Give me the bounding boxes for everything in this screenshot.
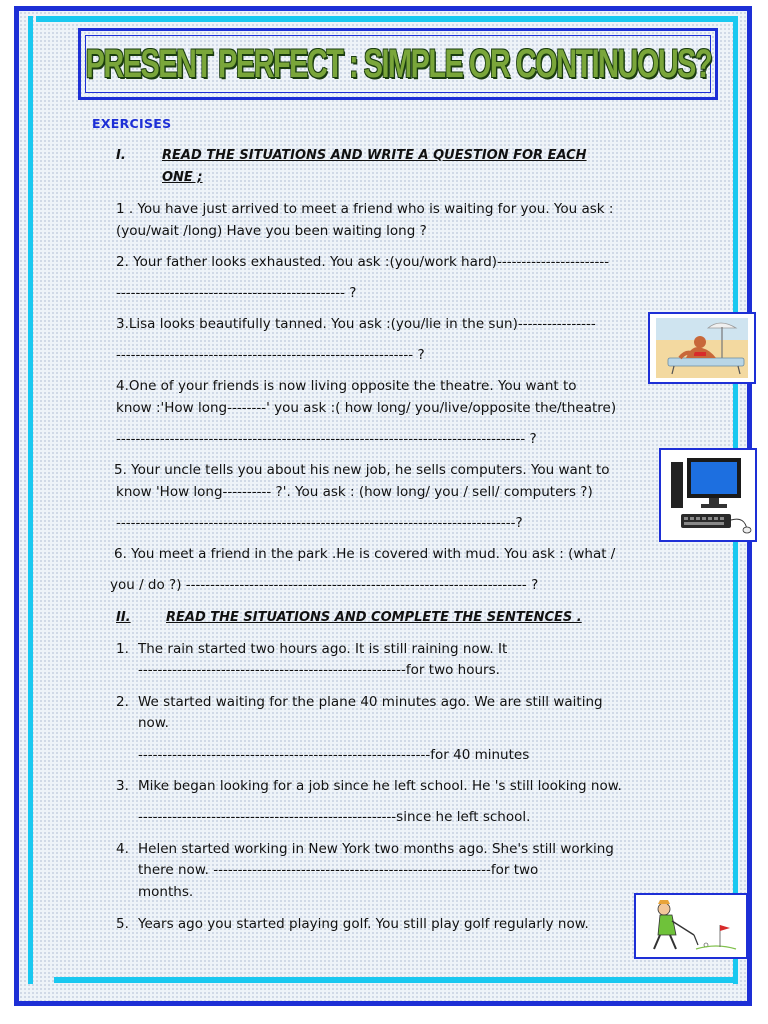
s1-item6-line2: you / do ?) ---------------------------------------------------------------------- ? bbox=[110, 577, 539, 593]
computer-picture bbox=[659, 448, 757, 542]
computer-illustration bbox=[661, 450, 755, 540]
s2-item3-num: 3. bbox=[116, 778, 129, 794]
section1-heading-line1: READ THE SITUATIONS AND WRITE A QUESTION FOR EACH bbox=[162, 148, 587, 163]
s1-item5-line1: 5. Your uncle tells you about his new job, he sells computers. You want to bbox=[114, 462, 610, 478]
golfer-illustration bbox=[636, 895, 746, 957]
title-banner bbox=[78, 28, 718, 100]
section2-heading: READ THE SITUATIONS AND COMPLETE THE SENTENCES . bbox=[166, 610, 582, 625]
s1-item4-line1: 4.One of your friends is now living opposite the theatre. You want to bbox=[116, 378, 577, 394]
page-title: PRESENT PERFECT : SIMPLE OR CONTINUOUS? bbox=[85, 41, 711, 86]
s2-item5-line1: Years ago you started playing golf. You still play golf regularly now. bbox=[138, 916, 589, 932]
s1-item5-line3: ----------------------------------------------------------------------------------? bbox=[116, 515, 523, 531]
s2-item4-num: 4. bbox=[116, 841, 129, 857]
s1-item4-line3: ------------------------------------------------------------------------------------ ? bbox=[116, 431, 537, 447]
s1-item1-line1: 1 . You have just arrived to meet a friend who is waiting for you. You ask : bbox=[116, 201, 614, 217]
s2-item3-line2: -----------------------------------------------------since he left school. bbox=[138, 809, 531, 825]
sunbather-picture bbox=[648, 312, 756, 384]
decor-line-top bbox=[36, 16, 736, 22]
s2-item3-line1: Mike began looking for a job since he left school. He 's still looking now. bbox=[138, 778, 622, 794]
section1-heading-line2: ONE ; bbox=[162, 170, 203, 185]
s1-item2-line2: ----------------------------------------------- ? bbox=[116, 285, 357, 301]
s1-item1-line2: (you/wait /long) Have you been waiting long ? bbox=[116, 223, 427, 239]
exercises-label: EXERCISES bbox=[92, 116, 172, 131]
s1-item6-line1: 6. You meet a friend in the park .He is covered with mud. You ask : (what / bbox=[114, 546, 616, 562]
decor-line-left bbox=[28, 16, 33, 984]
section1-number: I. bbox=[116, 148, 126, 163]
s2-item2-line2: now. bbox=[138, 715, 169, 731]
s1-item3-line1: 3.Lisa looks beautifully tanned. You ask :(you/lie in the sun)---------------- bbox=[116, 316, 596, 332]
s1-item5-line2: know 'How long---------- ?'. You ask : (how long/ you / sell/ computers ?) bbox=[116, 484, 593, 500]
s2-item1-line2: -------------------------------------------------------for two hours. bbox=[138, 662, 500, 678]
s2-item4-line2: there now. ---------------------------------------------------------for two bbox=[138, 862, 539, 878]
s2-item2-line3: ------------------------------------------------------------for 40 minutes bbox=[138, 747, 530, 763]
s2-item2-line1: We started waiting for the plane 40 minutes ago. We are still waiting bbox=[138, 694, 603, 710]
section2-number: II. bbox=[116, 610, 131, 625]
s1-item3-line2: ------------------------------------------------------------- ? bbox=[116, 347, 425, 363]
golfer-picture bbox=[634, 893, 748, 959]
s2-item4-line1: Helen started working in New York two months ago. She's still working bbox=[138, 841, 614, 857]
s2-item1-line1: The rain started two hours ago. It is still raining now. It bbox=[138, 641, 508, 657]
decor-line-bottom bbox=[54, 977, 736, 983]
s2-item1-num: 1. bbox=[116, 641, 129, 657]
s2-item4-line3: months. bbox=[138, 884, 194, 900]
s1-item2-line1: 2. Your father looks exhausted. You ask :(you/work hard)----------------------- bbox=[116, 254, 610, 270]
sunbather-illustration bbox=[650, 314, 754, 382]
s2-item5-num: 5. bbox=[116, 916, 129, 932]
s1-item4-line2: know :'How long--------' you ask :( how long/ you/live/opposite the/theatre) bbox=[116, 400, 617, 416]
s2-item2-num: 2. bbox=[116, 694, 129, 710]
